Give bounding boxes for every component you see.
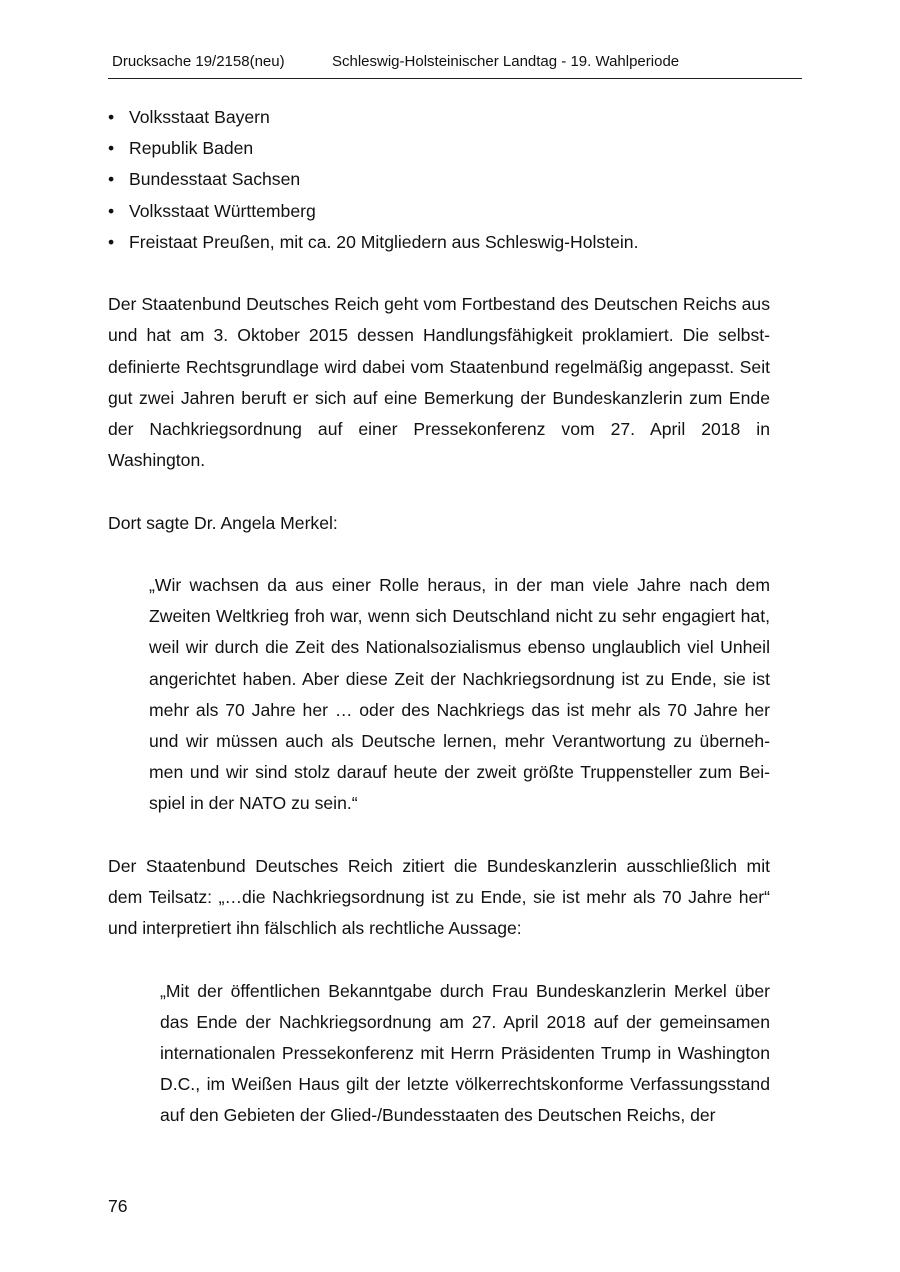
- staatenbund-quote: „Mit der öffentlichen Bekanntgabe durch Frau Bundeskanzlerin Merkel über das Ende der Nachkriegsordnung am 27. April 2018 auf der gemeinsamen internationalen Pressekonferenz mit Herrn Präsidenten Trump in Washington D.C., im Weißen Haus gilt der letzte völkerrechtskonforme Verfassungsstand auf den Gebieten der Glied-/Bundesstaaten des Deutschen Reichs, der: [160, 980, 770, 1126]
- bullet-icon: •: [108, 138, 115, 159]
- list-item: [108, 102, 770, 133]
- list-item-text: Freistaat Preußen, mit ca. 20 Mitgliedern aus Schleswig-Holstein.: [129, 231, 639, 252]
- document-number: Drucksache 19/2158(neu): [112, 53, 285, 70]
- list-item: [108, 196, 770, 227]
- citation-paragraph: Der Staatenbund Deutsches Reich zitiert die Bundeskanzlerin ausschließlich mit dem Teilsatz: „…die Nachkriegsordnung ist zu Ende, sie ist mehr als 70 Jahre her“ und interpretiert ihn fälschlich als rechtliche Aussage:: [108, 855, 770, 939]
- intro-paragraph: Der Staatenbund Deutsches Reich geht vom Fortbestand des Deutschen Reichs aus und hat am 3. Oktober 2015 dessen Handlungsfähigkeit proklamiert. Die selbst-definierte Rechtsgrundlage wird dabei vom Staatenbund regelmäßig angepasst. Seit gut zwei Jahren beruft er sich auf eine Bemerkung der Bundeskanzlerin zum Ende der Nachkriegsordnung auf einer Pressekonferenz vom 27. April 2018 in Washington.: [108, 294, 770, 471]
- bullet-icon: •: [108, 107, 115, 127]
- merkel-quote: „Wir wachsen da aus einer Rolle heraus, in der man viele Jahre nach dem Zweiten Weltkrieg froh war, wenn sich Deutschland nicht zu sehr engagiert hat, weil wir durch die Zeit des Nationalsozialismus ebenso unglaublich viel Unheil angerichtet haben. Aber diese Zeit der Nachkriegsordnung ist zu Ende, sie ist mehr als 70 Jahre her … oder des Nachkriegs das ist mehr als 70 Jahre her und wir müssen auch als Deutsche lernen, mehr Verantwortung zu überneh-men und wir sind stolz darauf heute der zweit größte Truppensteller zum Bei-spiel in der NATO zu sein.“: [149, 575, 770, 814]
- list-item: [108, 227, 770, 258]
- header-title: Schleswig-Holsteinischer Landtag - 19. Wahlperiode: [332, 53, 680, 70]
- page-number: 76: [108, 1196, 128, 1216]
- list-item: [108, 164, 770, 195]
- document-body: [108, 102, 770, 1132]
- list-item-text: Volksstaat Bayern: [129, 107, 270, 127]
- list-item-text: Republik Baden: [129, 138, 254, 159]
- bullet-icon: •: [108, 200, 115, 221]
- list-item-text: Volksstaat Württemberg: [129, 200, 316, 221]
- bullet-icon: •: [108, 169, 115, 190]
- page-header: [108, 52, 802, 79]
- state-list: [108, 102, 770, 258]
- list-item: [108, 133, 770, 164]
- list-item-text: Bundesstaat Sachsen: [129, 169, 301, 190]
- merkel-intro-paragraph: Dort sagte Dr. Angela Merkel:: [108, 512, 338, 533]
- bullet-icon: •: [108, 231, 115, 252]
